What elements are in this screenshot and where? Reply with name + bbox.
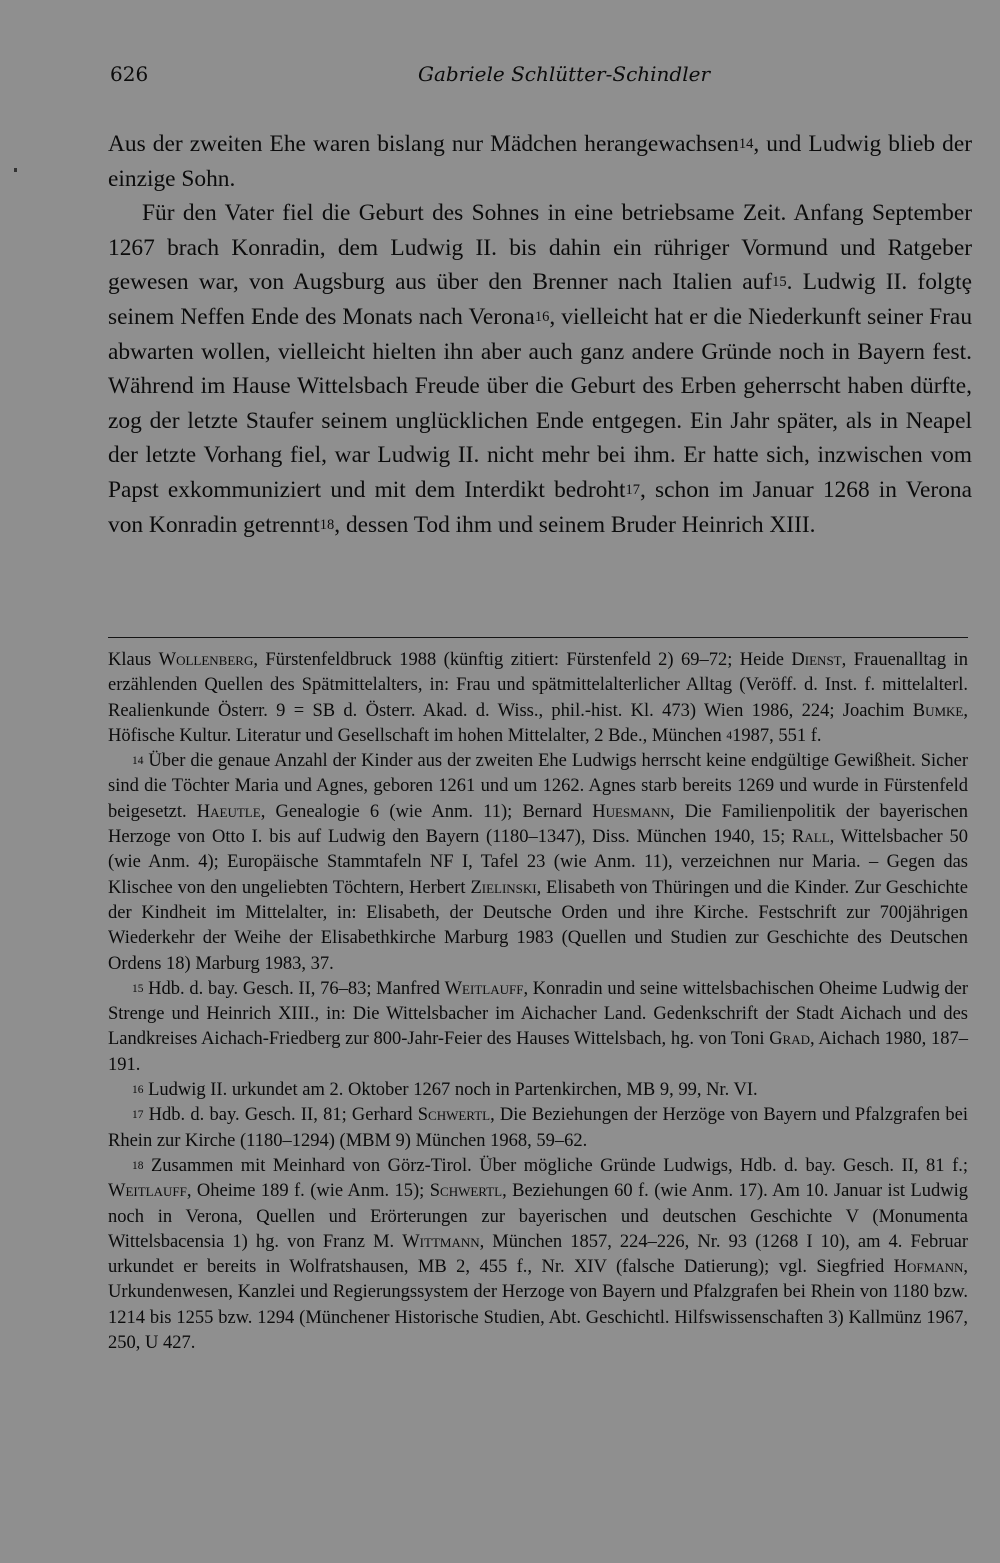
text-run: , Höfische Kultur. Literatur und Gesellschaft im hohen Mittelalter, 2 Bde., München	[108, 700, 968, 746]
text-run: , Oheime 189 f. (wie Anm. 15);	[186, 1181, 430, 1202]
text-run: Hdb. d. bay. Gesch. II, 76–83; Manfred	[143, 978, 445, 999]
page-number: 626	[110, 62, 149, 86]
footnote-15	[108, 977, 968, 1078]
text-run: , Wittelsbacher 50 (wie Anm. 4); Europäische Stammtafeln NF I, Tafel 23 (wie Anm. 11), verzeichnen nur Maria. – Gegen das Klischee von den ungeliebten Töchtern, Herbert	[108, 827, 968, 898]
author-name: Schwertl	[429, 1181, 503, 1202]
text-run: , München 1857, 224–226, Nr. 93 (1268 I 10), am 4. Februar urkundet er bereits in Wolfratshausen, MB 2, 455 f., Nr. XIV (falsche Datierung); vgl. Siegfried	[108, 1231, 968, 1278]
text-run: , Die Beziehungen der Herzöge von Bayern und Pfalzgrafen bei Rhein zur Kirche (1180–1294) (MBM 9) München 1968, 59–62.	[108, 1105, 969, 1151]
text-run: , Elisabeth von Thüringen und die Kinder. Zur Geschichte der Kindheit im Mittelalter, in: Elisabeth, der Deutsche Orden und ihre Kirche. Festschrift zur 700jährigen Wiederkehr der Weihe der Elisabethkirche Marburg 1983 (Quellen und Studien zur Geschichte des Deutschen Ordens 18) Marburg 1983, 37.	[108, 877, 969, 974]
footnote-ref-16: 16	[534, 309, 550, 326]
margin-mark	[14, 168, 17, 172]
running-title: Gabriele Schlütter-Schindler	[418, 62, 711, 86]
footnote-ref-18: 18	[319, 516, 335, 533]
footnote-17	[108, 1103, 968, 1154]
text-run: , Konradin und seine wittelsbachischen Oheime Ludwig der Strenge und Heinrich XIII., in: Die Wittelsbacher im Aichacher Land. Gedenkschrift der Stadt Aichach und des Landkreises Aichach-Friedberg zur 800-Jahr-Feier des Hauses Wittelsbach, hg. von Toni	[108, 978, 968, 1050]
paragraph-1	[108, 127, 972, 196]
text-run: , vielleicht hat er die Niederkunft seiner Frau abwarten wollen, vielleicht hielten ihn aber auch ganz andere Gründe noch in Bayern fest. Während im Hause Wittelsbach Freude über die Geburt des Erben geherrscht haben dürfte, zog der letzte Staufer seinem unglücklichen Ende entgegen. Ein Jahr später, als in Neapel der letzte Vorhang fiel, war Ludwig II. nicht mehr bei ihm. Er hatte sich, inzwischen vom Papst exkommuniziert und mit dem Interdikt bedroht	[108, 303, 973, 503]
text-run: , und Ludwig blieb der einzige Sohn.	[108, 131, 972, 192]
main-text	[108, 127, 972, 542]
paragraph-2	[108, 196, 972, 542]
footnote-number: 14	[132, 754, 144, 767]
author-name: Haeutle	[196, 801, 261, 822]
text-run: Ludwig II. urkundet am 2. Oktober 1267 noch in Partenkirchen, MB 9, 99, Nr. VI.	[143, 1080, 758, 1101]
text-run: , Genealogie 6 (wie Anm. 11); Bernard	[260, 801, 593, 822]
text-run: , Beziehungen 60 f. (wie Anm. 17). Am 10. Januar ist Ludwig noch in Verona, Quellen und Erörterungen zur bayerischen und deutschen Geschichte V (Monumenta Wittelsbacensia 1) hg. von Franz M.	[108, 1181, 968, 1252]
text-run: Hdb. d. bay. Gesch. II, 81; Gerhard	[143, 1105, 418, 1126]
text-run: , Aichach 1980, 187–191.	[108, 1029, 968, 1075]
author-name: Grad	[769, 1029, 810, 1050]
footnote-number: 17	[132, 1109, 144, 1122]
footnotes	[108, 648, 968, 1356]
author-name: Bumke	[912, 700, 964, 721]
text-run: . Ludwig II. folgtȩ seinem Neffen Ende des Monats nach Verona	[108, 269, 972, 330]
author-name: Schwertl	[417, 1105, 491, 1126]
author-name: Rall	[792, 827, 830, 848]
author-name: Weitlauff	[444, 978, 524, 999]
footnote-number: 15	[132, 982, 144, 995]
footnote-number: 18	[132, 1159, 144, 1172]
text-run: 1987, 551 f.	[732, 725, 822, 746]
author-name: Huesmann	[592, 801, 670, 822]
author-name: Dienst	[791, 650, 842, 670]
author-name: Hofmann	[893, 1257, 964, 1278]
footnote-14	[108, 749, 968, 977]
text-run: Klaus	[108, 650, 159, 670]
footnote-16	[108, 1078, 968, 1103]
footnote-separator	[108, 637, 968, 638]
footnote-continuation	[108, 648, 968, 749]
text-run: Über die genaue Anzahl der Kinder aus der zweiten Ehe Ludwigs herrscht keine endgültige Gewißheit. Sicher sind die Töchter Maria und Agnes, geboren 1261 und um 1262. Agnes starb bereits 1269 und wurde in Fürstenfeld beigesetzt.	[108, 751, 968, 822]
footnote-ref-15: 15	[772, 274, 787, 291]
author-name: Weitlauff	[108, 1181, 187, 1202]
footnote-number: 16	[132, 1083, 144, 1096]
footnote-ref-14: 14	[738, 136, 754, 153]
text-run: Zusammen mit Meinhard von Görz-Tirol. Über mögliche Gründe Ludwigs, Hdb. d. bay. Gesch. II, 81 f.;	[143, 1155, 968, 1176]
footnote-18	[108, 1154, 968, 1356]
footnote-ref-17: 17	[625, 482, 641, 499]
text-run: , Fürstenfeldbruck 1988 (künftig zitiert: Fürstenfeld 2) 69–72; Heide	[253, 650, 792, 670]
author-name: Wollenberg	[158, 650, 254, 670]
edition-number: 4	[726, 729, 733, 742]
running-head	[108, 58, 968, 92]
text-run: , Frauenalltag in erzählenden Quellen des Spätmittelalters, in: Frau und spätmittelalterlicher Alltag (Veröff. d. Inst. f. mittelalterl. Realienkunde Österr. 9 = SB d. Österr. Akad. d. Wiss., phil.-hist. Kl. 473) Wien 1986, 224; Joachim	[108, 650, 968, 721]
text-run: , schon im Januar 1268 in Verona von Konradin getrennt	[108, 476, 972, 538]
text-run: , dessen Tod ihm und seinem Bruder Heinrich XIII.	[334, 511, 816, 538]
author-name: Zielinski	[470, 877, 537, 898]
text-run: , Urkundenwesen, Kanzlei und Regierungssystem der Herzoge von Bayern und Pfalzgrafen bei Rhein von 1180 bzw. 1214 bis 1255 bzw. 1294 (Münchener Historische Studien, Abt. Geschichtl. Hilfswissenschaften 3) Kallmünz 1967, 250, U 427.	[108, 1257, 968, 1354]
author-name: Wittmann	[402, 1231, 480, 1252]
text-run: Für den Vater fiel die Geburt des Sohnes in eine betriebsame Zeit. Anfang September 1267 brach Konradin, dem Ludwig II. bis dahin ein rühriger Vormund und Ratgeber gewesen war, von Augsburg aus über den Brenner nach Italien auf	[108, 200, 972, 296]
text-run: , Die Familienpolitik der bayerischen Herzoge von Otto I. bis auf Ludwig den Bayern (1180–1347), Diss. München 1940, 15;	[108, 801, 968, 848]
text-run: Aus der zweiten Ehe waren bislang nur Mädchen herangewachsen	[108, 131, 739, 157]
